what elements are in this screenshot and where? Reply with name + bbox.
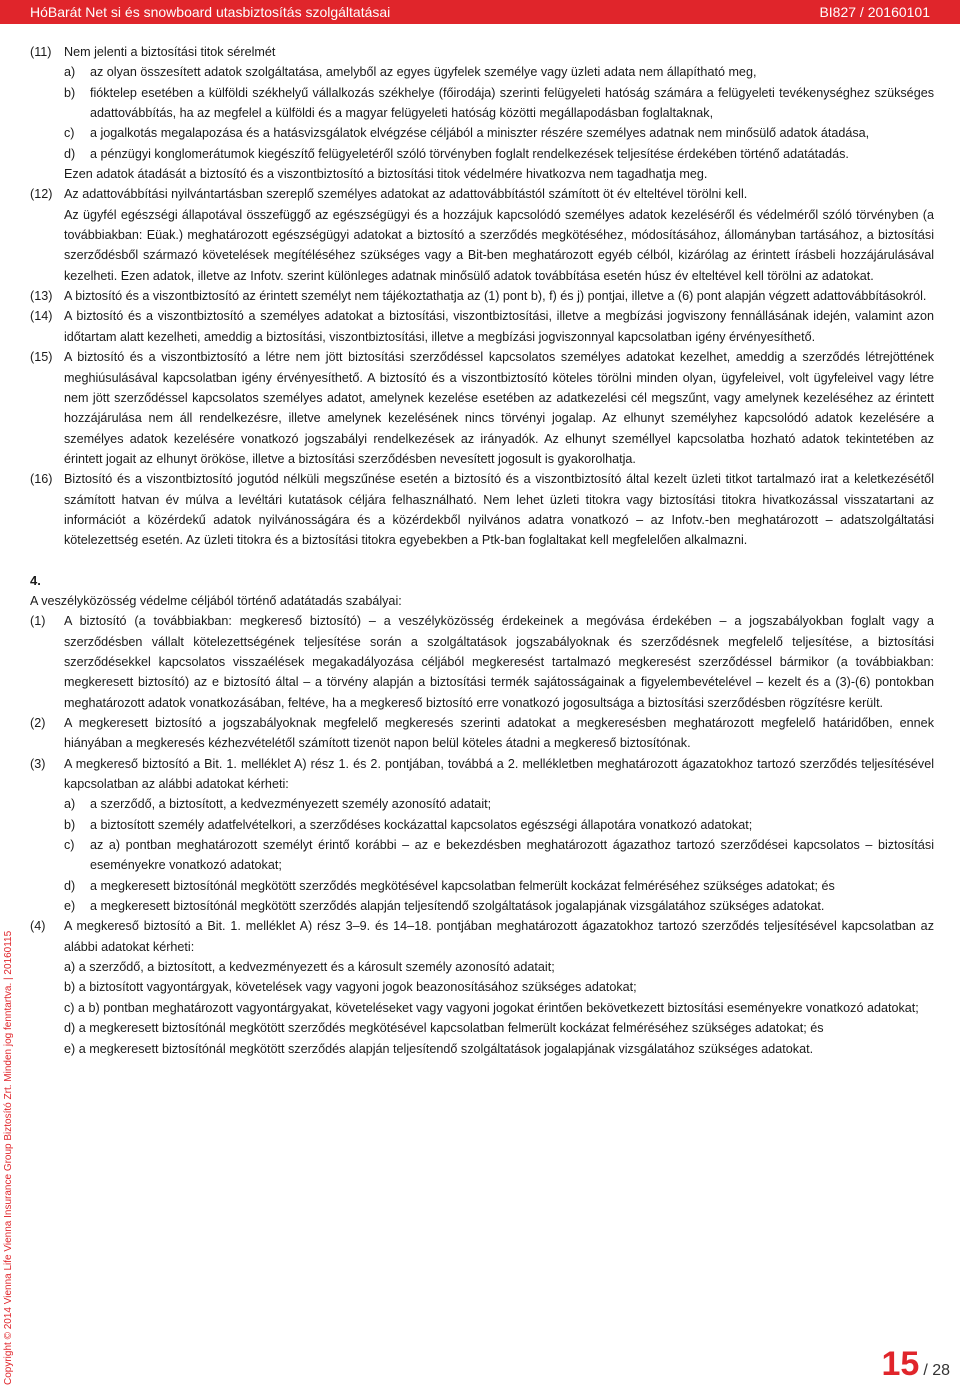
list-text: az olyan összesített adatok szolgáltatása, amelyből az egyes ügyfelek személye vagy üzleti adata nem állapítható meg, bbox=[90, 65, 757, 80]
list-label: d) bbox=[64, 146, 76, 161]
list-label: a) bbox=[64, 65, 76, 80]
section-number: 4. bbox=[30, 572, 41, 588]
paragraph-closing-text: Ezen adatok átadását a biztosító és a viszontbiztosító a biztosítási titok védelmére hivatkozva nem tagadhatja meg. bbox=[64, 167, 708, 182]
list-label: b) bbox=[64, 85, 76, 100]
paragraph-text: A megkereső biztosító a Bit. 1. melléklet A) rész 1. és 2. pontjában, továbbá a 2. mellékletben meghatározott ágazatokhoz tartozó szerződés teljesítésével kapcsolatban az alábbi adatokat kérheti: bbox=[64, 756, 934, 792]
list-item bbox=[64, 835, 934, 876]
section4-paragraph-3 bbox=[30, 754, 934, 917]
paragraph-text: A megkeresett biztosító a jogszabályoknak megfelelő megkeresés szerinti adatokat a megkeresésben meghatározott megfelelő határidőben, ennek hiányában a megkeresés kézhezvételétől számított tizenöt napon belül köteles átadni a megkereső biztosítónak. bbox=[64, 716, 934, 751]
list-label: c) bbox=[64, 838, 75, 853]
paragraph-text: Nem jelenti a biztosítási titok sérelmét bbox=[64, 45, 276, 59]
list-text: fióktelep esetében a külföldi székhelyű vállalkozás székhelye (főirodája) szerinti felügyeleti hatóság számára a felügyeleti tevékenységhez szükséges adattovábbítás, ha az megfelel a külföldi és a magyar felügyeleti hatóság közötti megállapodásban foglaltaknak, bbox=[90, 85, 934, 121]
header-bar bbox=[0, 0, 960, 24]
page-number bbox=[881, 1345, 950, 1384]
paragraph-number: (14) bbox=[30, 309, 53, 324]
paragraph-14 bbox=[30, 306, 934, 347]
paragraph-number: (1) bbox=[30, 614, 46, 629]
list-item bbox=[64, 815, 934, 835]
paragraph-16 bbox=[30, 469, 934, 550]
list-text: a biztosított személy adatfelvételkori, a szerződéses kockázattal kapcsolatos egészségi állapotára vonatkozó adatokat; bbox=[90, 817, 753, 832]
paragraph-15 bbox=[30, 347, 934, 469]
paragraph-12 bbox=[30, 184, 934, 286]
list-item bbox=[64, 123, 934, 143]
document-code: BI827 / 20160101 bbox=[819, 4, 930, 20]
paragraph-continuation: Az ügyfél egészségi állapotával összefüggő az egészségügyi és a hozzájuk kapcsolódó személyes adatok kezeléséről és védelméről szóló törvényben (a továbbiakban: Eüak.) meghatározott egészségügyi adatokat a biztosító a szerződés megkötéséhez, módosításához, állományban tartásához, a biztosítási szerződésből származó követelések megítéléséhez szükséges vagy a Bit-ben meghatározott egyéb célból, kizárólag az érintett írásbeli hozzájárulásával kezelheti. Ezen adatok, illetve az Infotv. szerint különleges adatnak minősülő adatok továbbítása esetén húsz év elteltével kell törölni az adatokat. bbox=[64, 207, 934, 283]
list-text: a szerződő, a biztosított, a kedvezményezett személy azonosító adatait; bbox=[90, 797, 492, 812]
list-item bbox=[64, 62, 934, 82]
list-item bbox=[64, 794, 934, 814]
list-label: e) bbox=[64, 899, 76, 914]
paragraph-number: (2) bbox=[30, 716, 46, 730]
section4-paragraph-2 bbox=[30, 713, 934, 754]
paragraph-text: Az adattovábbítási nyilvántartásban szereplő személyes adatokat az adattovábbítástól számított öt év elteltével törölni kell. bbox=[64, 187, 748, 202]
list-item: d) a megkeresett biztosítónál megkötött szerződés megkötésével kapcsolatban felmerült kockázat felméréséhez szükséges adatokat; és bbox=[64, 1021, 824, 1036]
list-label: a) bbox=[64, 797, 76, 812]
paragraph-number: (12) bbox=[30, 187, 53, 202]
paragraph-11 bbox=[30, 42, 934, 184]
paragraph-13 bbox=[30, 286, 934, 306]
paragraph-number: (11) bbox=[30, 45, 52, 59]
total-pages: / 28 bbox=[923, 1362, 950, 1379]
list-text: a megkeresett biztosítónál megkötött szerződés alapján teljesítendő szolgáltatások jogalapjának vizsgálatához szükséges adatokat. bbox=[90, 899, 825, 914]
list-item bbox=[64, 876, 934, 896]
paragraph-text: Biztosító és a viszontbiztosító jogutód nélküli megszűnése esetén a biztosító és a viszontbiztosító által kezelt üzleti titkot tartalmazó irat a keletkezésétől számított hatvan év múlva a levéltári kutatások céljára felhasználható. Nem lehet üzleti titokra vagy biztosítási titokra hivatkozással visszatartani az információt a közérdekű adatok nyilvánosságára és a közérdekből nyilvános adatra vonatkozó – az Infotv.-ben meghatározott – adatszolgáltatási kötelezettség esetén. Az üzleti titokra és a biztosítási titokra egyebekben a Ptk-ban foglaltakat kell megfelelően alkalmazni. bbox=[64, 472, 934, 548]
copyright-sidebar: Copyright © 2014 Vienna Life Vienna Insurance Group Biztosító Zrt. Minden jog fenntartva. | 20160115 bbox=[3, 930, 14, 1385]
list-item: c) a b) pontban meghatározott vagyontárgyakat, követeléseket vagy vagyoni jogokat érintően bekövetkezett biztosítási eseményekre vonatkozó adatokat; bbox=[64, 1000, 919, 1015]
paragraph-number: (15) bbox=[30, 350, 53, 365]
section4-paragraph-4 bbox=[30, 916, 934, 1058]
section-intro: A veszélyközösség védelme céljából történő adatátadás szabályai: bbox=[30, 593, 402, 608]
list-label: c) bbox=[64, 126, 75, 141]
list-text: az a) pontban meghatározott személyt érintő korábbi – az e bekezdésben meghatározott ágazathoz tartozó szerződései kapcsolatos – biztosítási eseményekre vonatkozó adatokat; bbox=[90, 838, 934, 873]
list-text: a megkeresett biztosítónál megkötött szerződés megkötésével kapcsolatban felmerült kockázat felméréséhez szükséges adatokat; és bbox=[90, 878, 835, 893]
current-page: 15 bbox=[881, 1345, 920, 1383]
list-item bbox=[64, 896, 934, 916]
list-label: b) bbox=[64, 817, 76, 832]
paragraph-text: A megkereső biztosító a Bit. 1. melléklet A) rész 3–9. és 14–18. pontjában meghatározott ágazatokhoz tartozó szerződés teljesítésével kapcsolatban az alábbi adatokat kérheti: bbox=[64, 919, 934, 954]
paragraph-text: A biztosító és a viszontbiztosító a személyes adatokat a biztosítási, viszontbiztosítási, illetve a megbízási jogviszony fennállásának idején, valamint azon időtartam alatt kezelheti, ameddig a biztosítási, viszontbiztosítási, illetve a megbízási jogviszonnyal kapcsolatban igény érvényesíthető. bbox=[64, 309, 934, 344]
paragraph-number: (3) bbox=[30, 756, 46, 771]
list-item: e) a megkeresett biztosítónál megkötött szerződés alapján teljesítendő szolgáltatások jogalapjának vizsgálatához szükséges adatokat. bbox=[64, 1041, 814, 1056]
list-text: a jogalkotás megalapozása és a hatásvizsgálatok elvégzése céljából a miniszter részére személyes adatnak nem minősülő adatok átadása, bbox=[90, 126, 870, 141]
paragraph-text: A biztosító (a továbbiakban: megkereső biztosító) – a veszélyközösség érdekeinek a megóvása érdekében – a jogszabályokban foglalt vagy a szerződésben vállalt kötelezettségének teljesítése során a szolgáltatások jogszabályoknak és szerződésnek megfelelő teljesítése, a biztosítási szerződésekkel kapcsolatos visszaélések megakadályozása céljából megkeresést tartalmazó megkeresést szerződéssel bármikor (a továbbiakban: megkeresett biztosító) az e biztosító által – a törvény alapján a biztosítási termék sajátosságainak a figyelembevételével – kezelt és a (3)-(6) pontokban meghatározott adatok vonatkozásában, feltéve, ha a megkereső biztosító erre vonatkozó jogosultsága a biztosítási szerződésben rögzítésre került. bbox=[64, 614, 934, 710]
paragraph-text: A biztosító és a viszontbiztosító az érintett személyt nem tájékoztathatja az (1) pont b), f) és j) pontjai, illetve a (6) pont alapján végzett adattovábbításokról. bbox=[64, 289, 927, 304]
paragraph-number: (13) bbox=[30, 289, 53, 304]
document-body bbox=[30, 42, 934, 1059]
list-item bbox=[64, 144, 934, 164]
paragraph-text: A biztosító és a viszontbiztosító a létre nem jött biztosítási szerződéssel kapcsolatos személyes adatokat kezelhet, ameddig a szerződés létrejöttének meghiúsulásával kapcsolatban igény érvényesíthető. A biztosító és a viszontbiztosító köteles törölni minden olyan, ügyfeleivel, volt ügyfeleivel vagy létre nem jött szerződéssel kapcsolatos személyes adatot, amelynek kezelése esetében az adatkezelési cél megszűnt, vagy amelynek kezeléséhez az érintett hozzájárulása nem áll rendelkezésre, illetve amelynek kezelésének nincs törvényi jogalap. Az elhunyt személyhez kapcsolódó adatok kezelésére a személyes adatok kezelésére vonatkozó jogszabályi rendelkezések az irányadók. Az elhunyt személlyel kapcsolatba hozható adatok tekintetében az érintett jogait az elhunyt örököse, illetve a biztosítási szerződésben nevesített jogosult is gyakorolhatja. bbox=[64, 350, 934, 466]
section4-paragraph-1 bbox=[30, 611, 934, 713]
list-label: d) bbox=[64, 878, 76, 893]
list-item bbox=[64, 83, 934, 124]
list-item: a) a szerződő, a biztosított, a kedvezményezett és a károsult személy azonosító adatait; bbox=[64, 960, 555, 975]
list-item: b) a biztosított vagyontárgyak, követelések vagy vagyoni jogok beazonosításához szükséges adatokat; bbox=[64, 980, 637, 995]
paragraph-number: (16) bbox=[30, 472, 53, 487]
document-title: HóBarát Net si és snowboard utasbiztosítás szolgáltatásai bbox=[30, 4, 391, 20]
paragraph-number: (4) bbox=[30, 919, 46, 934]
list-text: a pénzügyi konglomerátumok kiegészítő felügyeletéről szóló törvényben foglalt rendelkezések teljesítése érdekében történő adatátadás. bbox=[90, 146, 849, 161]
